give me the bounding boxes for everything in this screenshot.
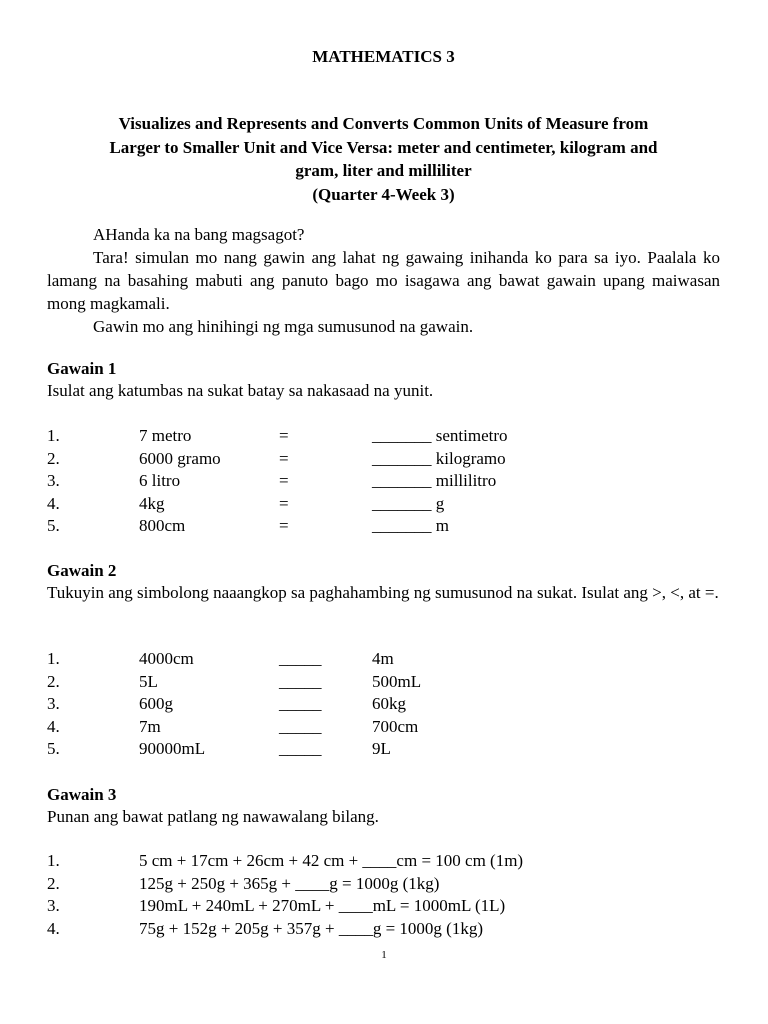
page-number: 1 [381,949,387,961]
list-item [47,918,720,941]
list-item [47,895,720,918]
item-right-value: 60kg [372,694,406,714]
gawain1-heading: Gawain 1 [47,359,117,378]
symbol-blank: _____ [279,694,322,714]
item-number: 3. [47,471,60,491]
item-right-value: 500mL [372,671,422,691]
item-equation: 5 cm + 17cm + 26cm + 42 cm + ____cm = 100 cm (1m) [139,851,524,870]
item-number: 4. [47,918,60,938]
gawain1-instruction: Isulat ang katumbas na sukat batay sa nakasaad na yunit. [47,381,434,400]
intro-paragraph: Tara! simulan mo nang gawin ang lahat ng gawaing inihanda ko para sa iyo. Paalala ko lamang na basahing mabuti ang panuto bago mo isagawa ang bawat gawain upang maiwasan mong magkamali. [47,248,720,313]
item-number: 2. [47,448,60,468]
list-item [47,850,720,873]
list-item [47,493,720,516]
equals-sign: = [279,516,289,536]
item-number: 5. [47,739,60,759]
item-left-value: 600g [139,694,173,714]
gawain3-heading: Gawain 3 [47,785,117,804]
item-number: 2. [47,671,60,691]
gawain2-heading: Gawain 2 [47,561,117,580]
item-left-value: 4000cm [139,649,194,668]
item-given: 6 litro [139,471,181,491]
intro-paragraph: Gawin mo ang hinihingi ng mga sumusunod na gawain. [93,317,474,336]
answer-blank: _______ kilogramo [372,448,506,468]
gawain2-list [47,648,720,761]
item-number: 1. [47,851,60,870]
gawain1-list [47,425,720,538]
item-right-value: 4m [372,649,394,668]
lesson-subtitle [47,112,720,206]
intro-paragraph: AHanda ka na bang magsagot? [93,225,305,244]
list-item [47,470,720,493]
list-item [47,738,720,761]
list-item [47,873,720,896]
item-number: 4. [47,493,60,513]
item-right-value: 700cm [372,716,419,736]
item-number: 1. [47,426,60,445]
item-number: 2. [47,873,60,893]
item-left-value: 7m [139,716,161,736]
list-item [47,515,720,538]
item-right-value: 9L [372,739,391,759]
gawain2-instruction: Tukuyin ang simbolong naaangkop sa paghahambing ng sumusunod na sukat. Isulat ang >, <, at =. [47,583,719,602]
symbol-blank: _____ [279,739,322,759]
symbol-blank: _____ [279,716,322,736]
answer-blank: _______ g [372,493,445,513]
item-number: 4. [47,716,60,736]
list-item [47,693,720,716]
subtitle-line: gram, liter and milliliter [295,161,472,180]
item-number: 5. [47,516,60,536]
gawain3-list [47,850,720,940]
equals-sign: = [279,448,289,468]
intro-text [47,223,720,338]
list-item [47,648,720,671]
subtitle-line: Visualizes and Represents and Converts Common Units of Measure from [118,114,649,133]
list-item [47,425,720,448]
item-equation: 125g + 250g + 365g + ____g = 1000g (1kg) [139,873,440,893]
list-item [47,716,720,739]
page-title: MATHEMATICS 3 [312,47,455,66]
item-given: 6000 gramo [139,448,221,468]
gawain3-instruction: Punan ang bawat patlang ng nawawalang bilang. [47,807,379,826]
list-item [47,448,720,471]
item-left-value: 5L [139,671,158,691]
item-equation: 190mL + 240mL + 270mL + ____mL = 1000mL (1L) [139,896,506,916]
item-equation: 75g + 152g + 205g + 357g + ____g = 1000g (1kg) [139,918,484,938]
symbol-blank: _____ [279,671,322,691]
list-item [47,671,720,694]
equals-sign: = [279,426,289,445]
item-given: 800cm [139,516,186,536]
item-left-value: 90000mL [139,739,206,759]
item-number: 1. [47,649,60,668]
item-given: 7 metro [139,426,192,445]
answer-blank: _______ m [372,516,449,536]
answer-blank: _______ sentimetro [372,426,508,445]
symbol-blank: _____ [279,649,322,668]
subtitle-line: (Quarter 4-Week 3) [312,184,455,204]
item-given: 4kg [139,493,165,513]
item-number: 3. [47,896,60,916]
subtitle-line: Larger to Smaller Unit and Vice Versa: meter and centimeter, kilogram and [109,137,658,157]
item-number: 3. [47,694,60,714]
equals-sign: = [279,493,289,513]
answer-blank: _______ millilitro [372,471,497,491]
equals-sign: = [279,471,289,491]
